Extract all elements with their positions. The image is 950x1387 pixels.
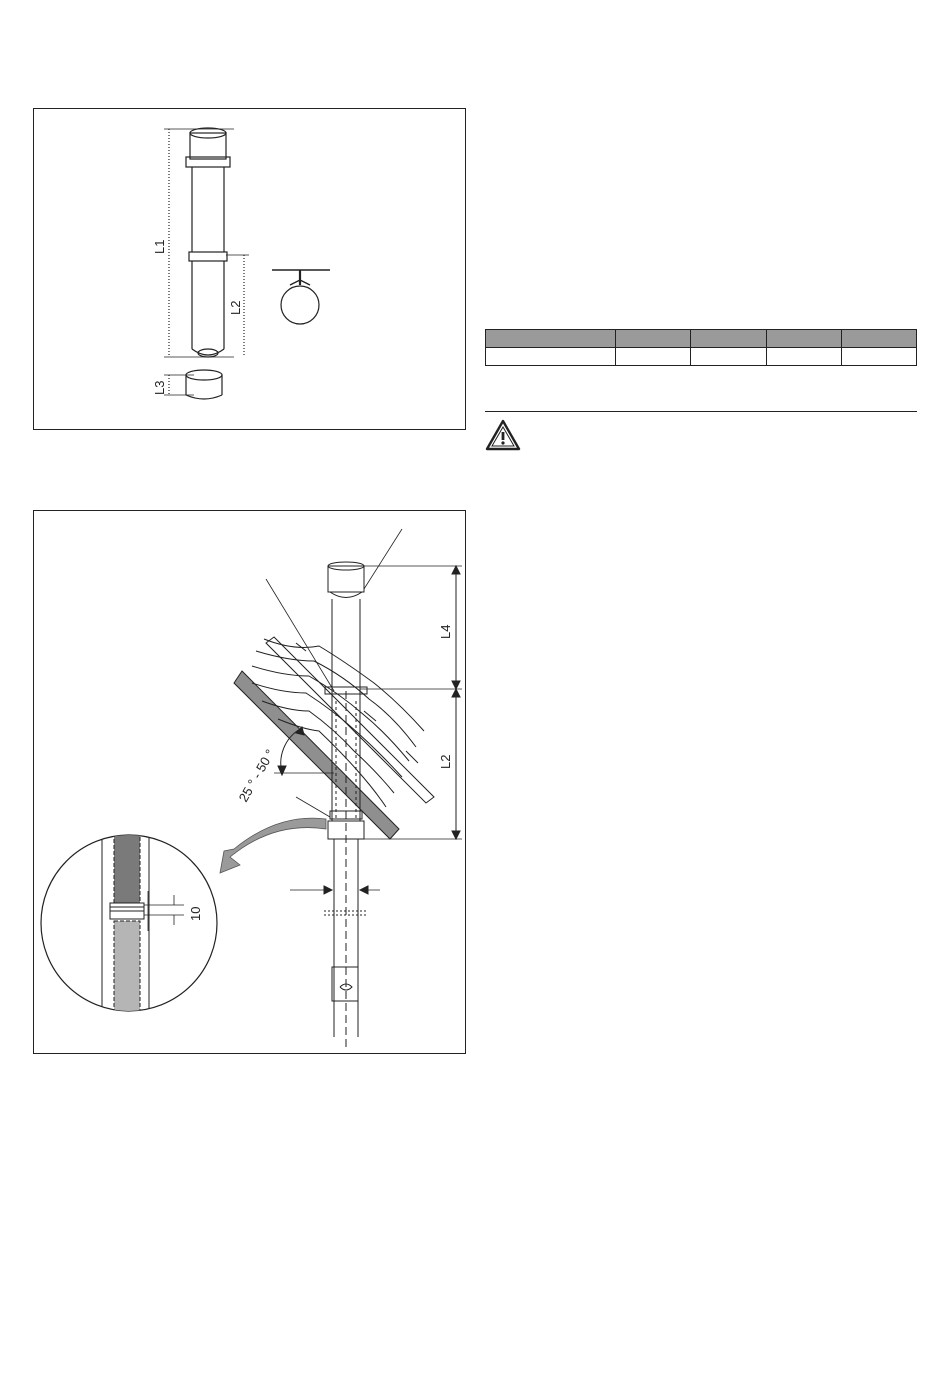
figure-roof-installation [33,510,466,1054]
table-row [486,348,917,366]
warning-divider [485,411,917,412]
angle-label: 25 ° - 50 ° [235,746,278,805]
table-cell [616,330,691,348]
table-cell [841,348,916,366]
table-cell [616,348,691,366]
table-cell [486,330,616,348]
detail-gap-label: 10 [188,906,203,921]
warning-triangle-icon [485,419,521,451]
label-l4: L4 [438,624,453,639]
table-cell [766,348,841,366]
table-cell [691,330,766,348]
table-cell [766,330,841,348]
table-header-row [486,330,917,348]
label-l1: L1 [152,239,167,254]
pipe-components-drawing [34,109,465,429]
table-cell [691,348,766,366]
roof-installation-drawing [34,511,465,1053]
table-cell [841,330,916,348]
label-l2: L2 [228,300,243,315]
figure-pipe-components [33,108,466,430]
label-l2: L2 [438,754,453,769]
label-l3: L3 [152,380,167,395]
spec-table [485,329,917,366]
table-cell [486,348,616,366]
